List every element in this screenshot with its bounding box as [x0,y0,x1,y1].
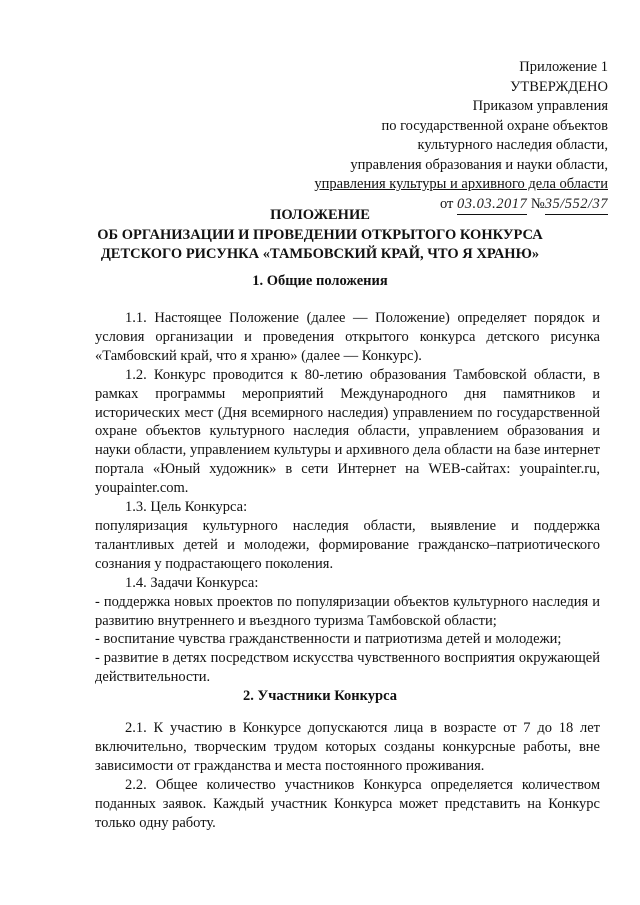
handwritten-date: 03.03.2017 [457,195,527,216]
order-line: управления культуры и архивного дела области [314,176,608,192]
paragraph: 2.2. Общее количество участников Конкурса определяется количеством поданных заявок. Каждый участник Конкурса может представить на Конкурс только одну работу. [95,776,600,831]
section-heading-participants: 2. Участники Конкурса [243,688,397,704]
paragraph: - поддержка новых проектов по популяризации объектов культурного наследия и развитию внутреннего и въездного туризма Тамбовской области; [95,593,600,629]
paragraph: - воспитание чувства гражданственности и патриотизма детей и молодежи; [95,631,562,648]
appendix-label: Приложение 1 [519,59,608,75]
title-line: ОБ ОРГАНИЗАЦИИ И ПРОВЕДЕНИИ ОТКРЫТОГО КОНКУРСА [97,226,543,243]
paragraph: 1.4. Задачи Конкурса: [125,574,259,591]
paragraph: популяризация культурного наследия области, выявление и поддержка талантливых детей и молодежи, формирование гражданско–патриотического сознания у подрастающего поколения. [95,517,600,572]
paragraph: 2.1. К участию в Конкурсе допускаются лица в возрасте от 7 до 18 лет включительно, творческим трудом которых созданы конкурсные работы, вне зависимости от гражданства и места постоянного проживания. [95,720,600,774]
order-line: Приказом управления [472,98,608,114]
title-line: ПОЛОЖЕНИЕ [270,207,370,223]
paragraph: 1.1. Настоящее Положение (далее — Положение) определяет порядок и условия организации и проведения открытого конкурса детского рисунка «Тамбовский край, что я храню» (далее — Конкурс). [95,310,600,364]
section-general-body [95,309,600,687]
approved-label: УТВЕРЖДЕНО [510,78,608,95]
document-title [0,206,640,265]
date-prefix: от [439,195,454,212]
paragraph: - развитие в детях посредством искусства чувственного восприятия окружающей действительности. [95,650,600,686]
order-line: по государственной охране объектов [381,117,608,134]
title-line: ДЕТСКОГО РИСУНКА «ТАМБОВСКИЙ КРАЙ, ЧТО Я ХРАНЮ» [100,246,540,262]
approval-block [314,58,608,215]
paragraph: 1.2. Конкурс проводится к 80-летию образования Тамбовской области, в рамках программы мероприятий Международного дня памятников и исторических мест (Дня всемирного наследия) управлением по государственной охране объектов культурного наследия области, управлением образования и науки области, управлением культуры и архивного дела области на базе интернет портала «Юный художник» в сети Интернет на WEB-сайтах: youpainter.ru, youpainter.com. [95,366,600,497]
handwritten-number: 35/552/37 [545,195,608,216]
order-line: управления образования и науки области, [350,156,608,173]
section-heading-general: 1. Общие положения [252,273,388,289]
order-line: культурного наследия области, [417,137,608,153]
paragraph: 1.3. Цель Конкурса: [125,499,248,516]
number-prefix: № [530,195,545,212]
section-participants-body [95,719,600,832]
